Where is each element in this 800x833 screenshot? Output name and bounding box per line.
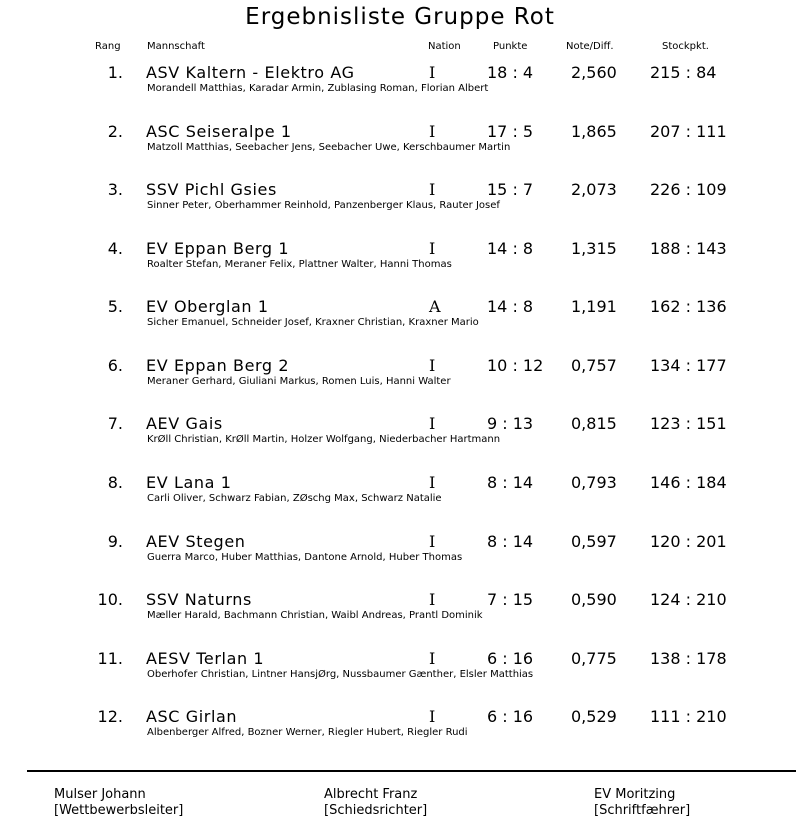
stock-points: 146 : 184 xyxy=(650,473,727,492)
points: 10 : 12 xyxy=(487,356,544,375)
nation: I xyxy=(429,122,436,141)
note-diff: 2,073 xyxy=(571,180,617,199)
note-diff: 0,775 xyxy=(571,649,617,668)
nation: I xyxy=(429,414,436,433)
stock-points: 111 : 210 xyxy=(650,707,727,726)
note-diff: 0,529 xyxy=(571,707,617,726)
column-header-rang: Rang xyxy=(95,41,121,52)
stock-points: 188 : 143 xyxy=(650,239,727,258)
stock-points: 134 : 177 xyxy=(650,356,727,375)
points: 6 : 16 xyxy=(487,649,534,668)
note-diff: 1,865 xyxy=(571,122,617,141)
rank: 5. xyxy=(107,297,123,316)
rank: 12. xyxy=(97,707,123,726)
stock-points: 123 : 151 xyxy=(650,414,727,433)
points: 6 : 16 xyxy=(487,707,534,726)
nation: I xyxy=(429,239,436,258)
result-row xyxy=(0,473,800,513)
points: 14 : 8 xyxy=(487,297,534,316)
column-header-punkte: Punkte xyxy=(493,41,528,52)
stock-points: 207 : 111 xyxy=(650,122,727,141)
rank: 7. xyxy=(107,414,123,433)
stock-points: 215 : 84 xyxy=(650,63,717,82)
team-members: Roalter Stefan, Meraner Felix, Plattner Walter, Hanni Thomas xyxy=(147,259,452,270)
note-diff: 1,315 xyxy=(571,239,617,258)
team-members: Sinner Peter, Oberhammer Reinhold, Panzenberger Klaus, Rauter Josef xyxy=(147,200,500,211)
note-diff: 0,793 xyxy=(571,473,617,492)
nation: A xyxy=(429,297,441,316)
rank: 1. xyxy=(107,63,123,82)
team-members: Matzoll Matthias, Seebacher Jens, Seebacher Uwe, Kerschbaumer Martin xyxy=(147,142,511,153)
stock-points: 226 : 109 xyxy=(650,180,727,199)
team-members: Morandell Matthias, Karadar Armin, Zublasing Roman, Florian Albert xyxy=(147,83,489,94)
team-members: Meraner Gerhard, Giuliani Markus, Romen Luis, Hanni Walter xyxy=(147,376,451,387)
rank: 8. xyxy=(107,473,123,492)
result-row xyxy=(0,180,800,220)
points: 9 : 13 xyxy=(487,414,534,433)
nation: I xyxy=(429,63,436,82)
result-row xyxy=(0,122,800,162)
signature-name: EV Moritzing xyxy=(594,787,676,802)
result-row xyxy=(0,297,800,337)
note-diff: 0,815 xyxy=(571,414,617,433)
result-row xyxy=(0,356,800,396)
nation: I xyxy=(429,649,436,668)
team-name: ASV Kaltern - Elektro AG xyxy=(146,63,355,82)
result-row xyxy=(0,649,800,689)
team-members: Mæller Harald, Bachmann Christian, Waibl Andreas, Prantl Dominik xyxy=(147,610,483,621)
team-name: SSV Naturns xyxy=(146,590,252,609)
stock-points: 138 : 178 xyxy=(650,649,727,668)
note-diff: 2,560 xyxy=(571,63,617,82)
team-name: ASC Seiseralpe 1 xyxy=(146,122,292,141)
column-header-note: Note/Diff. xyxy=(566,41,614,52)
result-row xyxy=(0,414,800,454)
nation: I xyxy=(429,532,436,551)
result-row xyxy=(0,707,800,747)
column-header-nation: Nation xyxy=(428,41,461,52)
team-name: EV Oberglan 1 xyxy=(146,297,269,316)
rank: 4. xyxy=(107,239,123,258)
column-header-stockpunkte: Stockpkt. xyxy=(662,41,709,52)
result-row xyxy=(0,532,800,572)
signature-name: Albrecht Franz xyxy=(324,787,418,802)
signature-block-secretary xyxy=(594,787,690,819)
nation: I xyxy=(429,590,436,609)
nation: I xyxy=(429,180,436,199)
points: 14 : 8 xyxy=(487,239,534,258)
team-members: Sicher Emanuel, Schneider Josef, Kraxner Christian, Kraxner Mario xyxy=(147,317,479,328)
rank: 11. xyxy=(97,649,123,668)
team-members: Carli Oliver, Schwarz Fabian, ZØschg Max, Schwarz Natalie xyxy=(147,493,442,504)
team-name: EV Eppan Berg 2 xyxy=(146,356,290,375)
signature-role: [Wettbewerbsleiter] xyxy=(54,803,184,818)
team-name: ASC Girlan xyxy=(146,707,238,726)
stock-points: 162 : 136 xyxy=(650,297,727,316)
nation: I xyxy=(429,356,436,375)
points: 17 : 5 xyxy=(487,122,534,141)
stock-points: 124 : 210 xyxy=(650,590,727,609)
team-name: AEV Gais xyxy=(146,414,223,433)
signature-block-competition-leader xyxy=(54,787,183,819)
points: 8 : 14 xyxy=(487,473,534,492)
team-name: AEV Stegen xyxy=(146,532,246,551)
points: 18 : 4 xyxy=(487,63,534,82)
note-diff: 1,191 xyxy=(571,297,617,316)
rank: 10. xyxy=(97,590,123,609)
team-members: Oberhofer Christian, Lintner HansjØrg, Nussbaumer Gænther, Elsler Matthias xyxy=(147,669,534,680)
signature-role: [Schriftfæhrer] xyxy=(594,803,691,818)
team-members: KrØll Christian, KrØll Martin, Holzer Wolfgang, Niederbacher Hartmann xyxy=(147,434,501,445)
rank: 9. xyxy=(107,532,123,551)
nation: I xyxy=(429,473,436,492)
team-name: EV Lana 1 xyxy=(146,473,232,492)
footer-divider xyxy=(27,770,796,772)
rank: 3. xyxy=(107,180,123,199)
column-header-mannschaft: Mannschaft xyxy=(147,41,205,52)
rank: 6. xyxy=(107,356,123,375)
signature-block-referee xyxy=(324,787,427,819)
result-row xyxy=(0,239,800,279)
nation: I xyxy=(429,707,436,726)
page-title: Ergebnisliste Gruppe Rot xyxy=(245,4,555,30)
rank: 2. xyxy=(107,122,123,141)
points: 15 : 7 xyxy=(487,180,534,199)
team-members: Guerra Marco, Huber Matthias, Dantone Arnold, Huber Thomas xyxy=(147,552,463,563)
team-members: Albenberger Alfred, Bozner Werner, Riegler Hubert, Riegler Rudi xyxy=(147,727,468,738)
note-diff: 0,597 xyxy=(571,532,617,551)
team-name: AESV Terlan 1 xyxy=(146,649,265,668)
points: 8 : 14 xyxy=(487,532,534,551)
result-row xyxy=(0,63,800,103)
team-name: SSV Pichl Gsies xyxy=(146,180,277,199)
note-diff: 0,590 xyxy=(571,590,617,609)
team-name: EV Eppan Berg 1 xyxy=(146,239,290,258)
stock-points: 120 : 201 xyxy=(650,532,727,551)
note-diff: 0,757 xyxy=(571,356,617,375)
result-row xyxy=(0,590,800,630)
signature-name: Mulser Johann xyxy=(54,787,146,802)
points: 7 : 15 xyxy=(487,590,534,609)
signature-role: [Schiedsrichter] xyxy=(324,803,428,818)
